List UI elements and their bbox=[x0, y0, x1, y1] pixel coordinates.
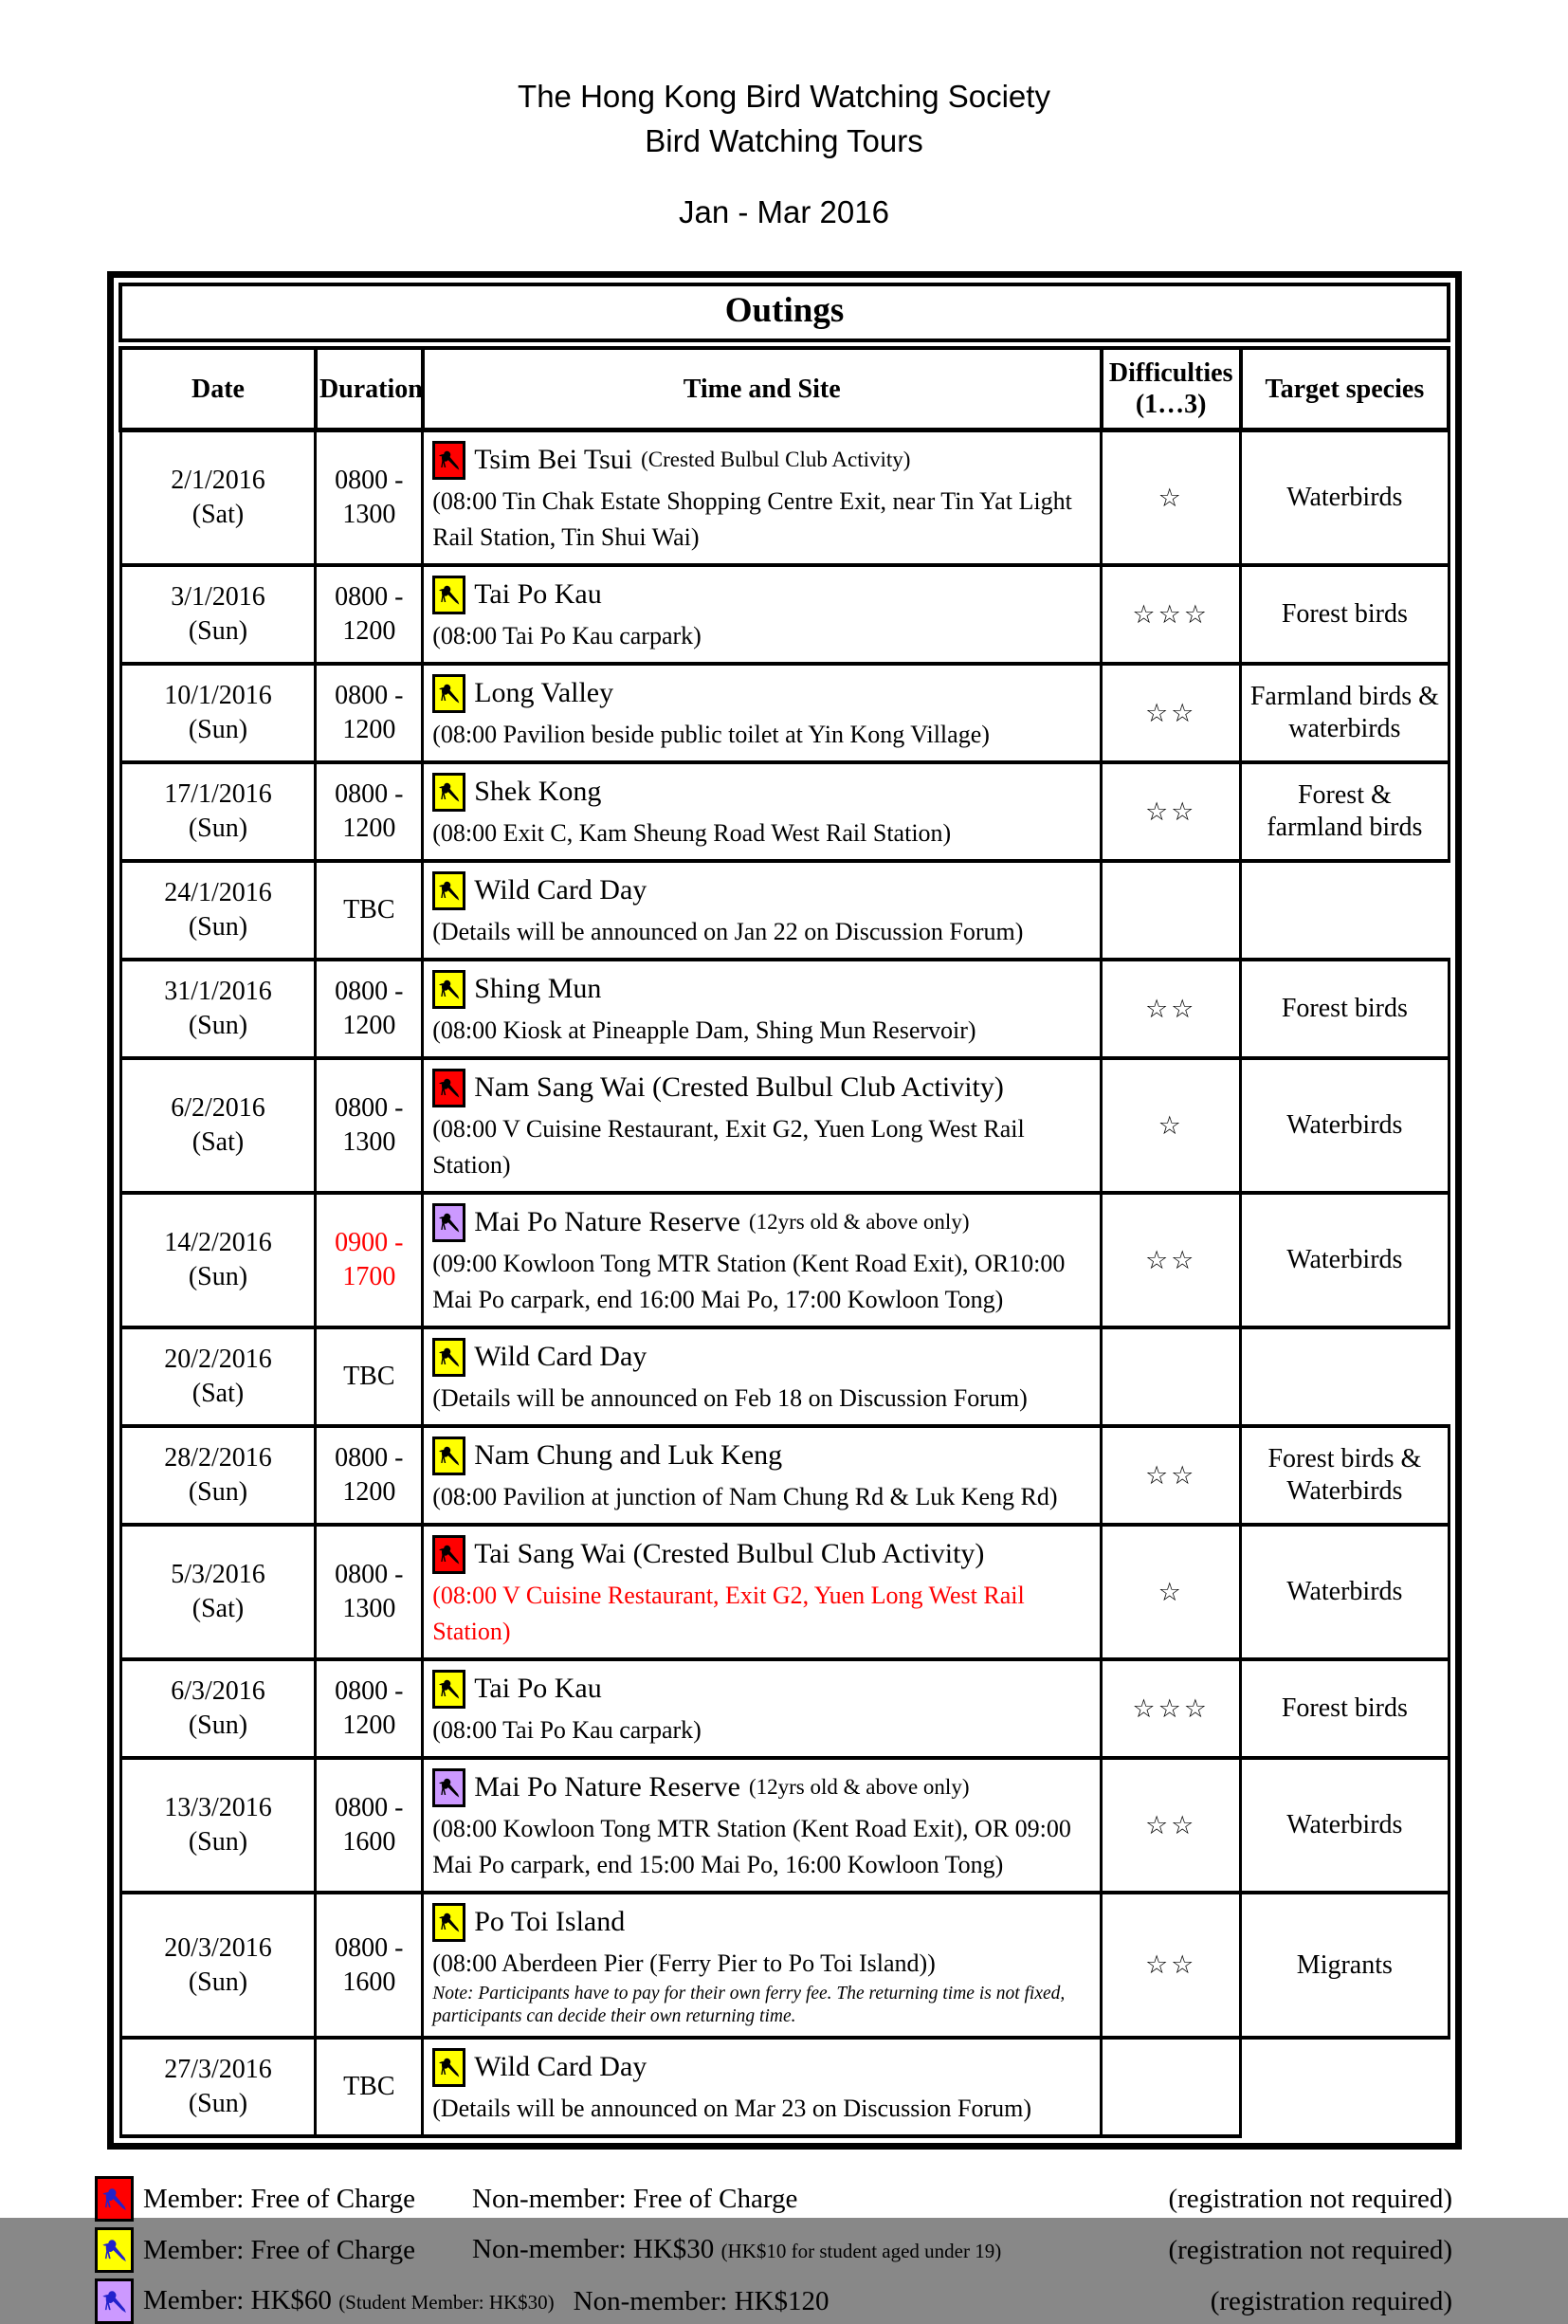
outing-date-cell bbox=[120, 861, 316, 960]
outing-meeting-detail: (08:00 Kiosk at Pineapple Dam, Shing Mun Reservoir) bbox=[432, 1016, 976, 1044]
column-header-target-species: Target species bbox=[1241, 348, 1449, 430]
bird-icon bbox=[432, 1436, 465, 1475]
outing-site-line bbox=[432, 671, 1090, 715]
outing-day: (Sun) bbox=[188, 616, 248, 646]
outing-date-cell bbox=[120, 1659, 316, 1758]
outing-duration-cell bbox=[316, 2038, 423, 2136]
outing-time-site-cell bbox=[423, 861, 1102, 960]
legend-member-fee bbox=[143, 2180, 472, 2218]
legend-member-fee-text: Member: Free of Charge bbox=[143, 2184, 415, 2214]
outing-target-species-cell: Migrants bbox=[1241, 1893, 1449, 2038]
outing-duration-cell bbox=[316, 762, 423, 861]
outing-day: (Sat) bbox=[191, 1594, 245, 1623]
outing-target-species-cell: Waterbirds bbox=[1241, 430, 1449, 566]
outing-meeting-detail: (08:00 V Cuisine Restaurant, Exit G2, Yuen Long West Rail Station) bbox=[432, 1115, 1025, 1179]
outing-site-line bbox=[432, 1335, 1090, 1379]
outing-row bbox=[120, 762, 1449, 861]
outing-time-site-cell bbox=[423, 2038, 1102, 2136]
legend-registration-note: (registration not required) bbox=[1168, 2235, 1452, 2265]
outing-site-name: Mai Po Nature Reserve bbox=[474, 1206, 740, 1237]
outing-difficulty-cell bbox=[1102, 1659, 1241, 1758]
fee-legend bbox=[95, 2176, 1452, 2324]
outing-time-site-cell bbox=[423, 1426, 1102, 1525]
outing-time-site-cell bbox=[423, 430, 1102, 566]
outing-difficulty-cell bbox=[1102, 2038, 1241, 2136]
column-header-time-site: Time and Site bbox=[423, 348, 1102, 430]
outing-duration-end: 1300 bbox=[342, 1594, 396, 1623]
outing-date-cell bbox=[120, 1327, 316, 1426]
legend-row bbox=[95, 2227, 1452, 2273]
outing-date: 13/3/2016 bbox=[164, 1793, 272, 1822]
legend-nonmember-fee-text: Non-member: HK$30 bbox=[472, 2234, 715, 2264]
legend-member-fee bbox=[143, 2281, 574, 2321]
outing-meeting-detail: (08:00 Pavilion at junction of Nam Chung Rd & Luk Keng Rd) bbox=[432, 1483, 1058, 1510]
outing-date-cell bbox=[120, 1058, 316, 1193]
outing-difficulty-cell bbox=[1102, 565, 1241, 664]
outing-date: 6/2/2016 bbox=[171, 1093, 265, 1123]
outing-row bbox=[120, 664, 1449, 762]
outing-duration-end: 1600 bbox=[342, 1967, 396, 1997]
outing-duration-end: 1200 bbox=[342, 1011, 396, 1040]
outing-difficulty-cell bbox=[1102, 1893, 1241, 2038]
bird-icon bbox=[432, 1338, 465, 1377]
outing-site-name: Tai Po Kau bbox=[474, 578, 602, 610]
outing-date: 14/2/2016 bbox=[164, 1228, 272, 1257]
column-header-duration: Duration bbox=[316, 348, 423, 430]
outing-row bbox=[120, 1327, 1449, 1426]
column-header-difficulties bbox=[1102, 348, 1241, 430]
outing-date-cell bbox=[120, 1193, 316, 1327]
outing-time-site-cell bbox=[423, 1758, 1102, 1893]
outing-site-name: Tai Po Kau bbox=[474, 1673, 602, 1704]
outing-site-line bbox=[432, 1766, 1090, 1809]
outing-meeting-detail: (08:00 Pavilion beside public toilet at Yin Kong Village) bbox=[432, 721, 990, 748]
outing-duration-end: 1200 bbox=[342, 616, 396, 646]
outing-site-line bbox=[432, 2045, 1090, 2089]
outing-date: 28/2/2016 bbox=[164, 1443, 272, 1473]
outing-meeting-detail: (Details will be announced on Mar 23 on Discussion Forum) bbox=[432, 2095, 1032, 2122]
outing-duration-cell bbox=[316, 960, 423, 1058]
bird-icon bbox=[432, 576, 465, 614]
outing-duration-end: 1200 bbox=[342, 1711, 396, 1740]
outing-difficulty-cell bbox=[1102, 664, 1241, 762]
outing-site-line bbox=[432, 770, 1090, 814]
outing-duration-cell bbox=[316, 1893, 423, 2038]
bird-icon bbox=[432, 1203, 465, 1242]
outing-site-line bbox=[432, 1900, 1090, 1944]
outing-duration-cell bbox=[316, 1525, 423, 1659]
outing-row bbox=[120, 1893, 1449, 2038]
outing-day: (Sun) bbox=[188, 912, 248, 942]
outing-time-site-cell bbox=[423, 762, 1102, 861]
outing-row bbox=[120, 1525, 1449, 1659]
legend-row bbox=[95, 2278, 1452, 2324]
bird-icon bbox=[432, 1069, 465, 1107]
bird-icon bbox=[432, 970, 465, 1009]
outing-day: (Sun) bbox=[188, 1477, 248, 1507]
outing-date: 17/1/2016 bbox=[164, 779, 272, 809]
outing-date-cell bbox=[120, 664, 316, 762]
document-period: Jan - Mar 2016 bbox=[679, 194, 889, 229]
outing-row bbox=[120, 960, 1449, 1058]
bird-icon bbox=[95, 2227, 134, 2273]
outing-date: 20/3/2016 bbox=[164, 1932, 272, 1963]
outing-duration-cell bbox=[316, 664, 423, 762]
legend-row bbox=[95, 2176, 1452, 2222]
outing-date-cell bbox=[120, 960, 316, 1058]
outing-day: (Sat) bbox=[191, 1379, 245, 1408]
outing-meeting-detail: (08:00 Tai Po Kau carpark) bbox=[432, 622, 702, 650]
outing-date-cell bbox=[120, 565, 316, 664]
outing-site-line bbox=[432, 573, 1090, 616]
outing-meeting-detail: (Details will be announced on Jan 22 on Discussion Forum) bbox=[432, 918, 1024, 945]
outing-site-name: Nam Chung and Luk Keng bbox=[474, 1439, 783, 1471]
outing-date-cell bbox=[120, 1893, 316, 2038]
outing-site-line bbox=[432, 869, 1090, 912]
outing-difficulty-cell bbox=[1102, 960, 1241, 1058]
outing-day: (Sun) bbox=[188, 1262, 248, 1291]
outing-meeting-detail: (08:00 Aberdeen Pier (Ferry Pier to Po Toi Island)) bbox=[432, 1949, 936, 1977]
outing-duration-start: 0900 - bbox=[335, 1228, 404, 1257]
outing-site-line bbox=[432, 1066, 1090, 1109]
difficulty-stars: ☆☆☆ bbox=[1132, 1693, 1210, 1723]
outing-difficulty-cell bbox=[1102, 430, 1241, 566]
legend-member-fee bbox=[143, 2231, 472, 2269]
outing-site-name: Wild Card Day bbox=[474, 2051, 647, 2082]
outing-meeting-detail: (08:00 Exit C, Kam Sheung Road West Rail Station) bbox=[432, 819, 952, 847]
outing-date: 2/1/2016 bbox=[171, 466, 265, 495]
difficulty-stars: ☆ bbox=[1158, 1110, 1184, 1140]
bird-icon bbox=[95, 2176, 134, 2222]
bird-icon bbox=[432, 2048, 465, 2087]
legend-registration-note: (registration not required) bbox=[1168, 2184, 1452, 2214]
outing-duration-start: 0800 - bbox=[335, 681, 404, 710]
outing-date: 5/3/2016 bbox=[171, 1560, 265, 1589]
bird-icon bbox=[432, 1768, 465, 1807]
outing-time-site-cell bbox=[423, 664, 1102, 762]
outing-difficulty-cell bbox=[1102, 1525, 1241, 1659]
outing-duration-cell bbox=[316, 861, 423, 960]
outing-date: 24/1/2016 bbox=[164, 878, 272, 907]
outing-row bbox=[120, 1659, 1449, 1758]
outing-site-name: Mai Po Nature Reserve bbox=[474, 1771, 740, 1802]
outing-date: 10/1/2016 bbox=[164, 681, 272, 710]
outing-time-site-cell bbox=[423, 1058, 1102, 1193]
difficulty-stars: ☆☆ bbox=[1144, 1460, 1197, 1490]
legend-member-fee-note: (Student Member: HK$30) bbox=[338, 2291, 555, 2314]
outing-site-line bbox=[432, 1532, 1090, 1576]
outing-duration-start: 0800 - bbox=[335, 582, 404, 612]
outing-target-species-cell: Forest & farmland birds bbox=[1241, 762, 1449, 861]
outing-site-name: Shek Kong bbox=[474, 776, 602, 807]
outing-row bbox=[120, 861, 1449, 960]
legend-nonmember-fee bbox=[472, 2230, 1001, 2270]
outing-date-cell bbox=[120, 1426, 316, 1525]
outing-duration-cell bbox=[316, 1058, 423, 1193]
bird-icon bbox=[432, 871, 465, 910]
outing-row bbox=[120, 1058, 1449, 1193]
outing-day: (Sat) bbox=[191, 500, 245, 529]
bird-icon bbox=[432, 773, 465, 812]
outing-duration-end: 1300 bbox=[342, 1127, 396, 1157]
difficulty-stars: ☆☆ bbox=[1144, 1950, 1197, 1979]
outing-date: 27/3/2016 bbox=[164, 2055, 272, 2084]
outing-site-name: Tsim Bei Tsui bbox=[474, 444, 633, 475]
document-header bbox=[0, 0, 1568, 231]
outing-date: 31/1/2016 bbox=[164, 977, 272, 1006]
legend-registration-note: (registration required) bbox=[1210, 2286, 1452, 2316]
outing-duration-start: TBC bbox=[343, 895, 395, 924]
outing-site-qualifier: (12yrs old & above only) bbox=[748, 1775, 970, 1799]
outing-duration-start: 0800 - bbox=[335, 1560, 404, 1589]
outing-difficulty-cell bbox=[1102, 1058, 1241, 1193]
difficulty-stars: ☆☆ bbox=[1144, 698, 1197, 727]
outing-duration-start: TBC bbox=[343, 1362, 395, 1391]
outing-site-name: Wild Card Day bbox=[474, 874, 647, 906]
outing-date: 6/3/2016 bbox=[171, 1676, 265, 1706]
outings-table bbox=[119, 346, 1450, 2138]
outing-duration-cell bbox=[316, 430, 423, 566]
outing-duration-start: 0800 - bbox=[335, 1793, 404, 1822]
bird-icon bbox=[95, 2278, 134, 2324]
outing-duration-start: 0800 - bbox=[335, 466, 404, 495]
outing-difficulty-cell bbox=[1102, 1758, 1241, 1893]
outing-site-name: Po Toi Island bbox=[474, 1906, 626, 1937]
outing-site-name: Wild Card Day bbox=[474, 1341, 647, 1372]
outing-duration-cell bbox=[316, 565, 423, 664]
outing-duration-start: 0800 - bbox=[335, 977, 404, 1006]
bird-icon bbox=[432, 674, 465, 713]
outing-meeting-detail: (09:00 Kowloon Tong MTR Station (Kent Road Exit), OR10:00 Mai Po carpark, end 16:00 Mai Po, 17:00 Kowloon Tong) bbox=[432, 1250, 1066, 1313]
outing-time-site-cell bbox=[423, 1525, 1102, 1659]
difficulty-stars: ☆ bbox=[1158, 483, 1184, 512]
outing-day: (Sat) bbox=[191, 1127, 245, 1157]
table-title: Outings bbox=[119, 283, 1450, 342]
column-header-difficulties-label: Difficulties bbox=[1108, 358, 1233, 388]
difficulty-stars: ☆☆ bbox=[1144, 1810, 1197, 1839]
outing-target-species-cell: Waterbirds bbox=[1241, 1525, 1449, 1659]
outing-meeting-detail: (08:00 Tin Chak Estate Shopping Centre Exit, near Tin Yat Light Rail Station, Tin Shui Wai) bbox=[432, 487, 1072, 551]
outing-duration-cell bbox=[316, 1758, 423, 1893]
outing-site-line bbox=[432, 967, 1090, 1011]
outing-row bbox=[120, 2038, 1449, 2136]
outing-duration-end: 1200 bbox=[342, 814, 396, 843]
outing-difficulty-cell bbox=[1102, 1327, 1241, 1426]
difficulty-stars: ☆☆ bbox=[1144, 994, 1197, 1023]
outing-row bbox=[120, 430, 1449, 566]
outing-duration-cell bbox=[316, 1327, 423, 1426]
outing-date-cell bbox=[120, 1525, 316, 1659]
legend-nonmember-fee bbox=[574, 2282, 830, 2320]
outing-day: (Sun) bbox=[188, 814, 248, 843]
outing-site-line bbox=[432, 1434, 1090, 1477]
outing-target-species-cell: Waterbirds bbox=[1241, 1758, 1449, 1893]
bird-icon bbox=[432, 1535, 465, 1574]
outing-duration-start: 0800 - bbox=[335, 1932, 404, 1963]
outing-target-species-cell: Forest birds bbox=[1241, 565, 1449, 664]
legend-nonmember-fee bbox=[472, 2180, 797, 2218]
outing-date-cell bbox=[120, 762, 316, 861]
outing-duration-cell bbox=[316, 1193, 423, 1327]
outing-time-site-cell bbox=[423, 1327, 1102, 1426]
outing-target-species-cell: Forest birds & Waterbirds bbox=[1241, 1426, 1449, 1525]
document-title-line1: The Hong Kong Bird Watching Society bbox=[518, 79, 1050, 114]
outing-date: 3/1/2016 bbox=[171, 582, 265, 612]
outing-row bbox=[120, 1758, 1449, 1893]
outing-duration-start: 0800 - bbox=[335, 1443, 404, 1473]
bird-icon bbox=[432, 1903, 465, 1942]
legend-member-fee-text: Member: Free of Charge bbox=[143, 2235, 415, 2265]
outing-difficulty-cell bbox=[1102, 762, 1241, 861]
outing-day: (Sun) bbox=[188, 1711, 248, 1740]
column-header-date: Date bbox=[120, 348, 316, 430]
outing-site-name: Shing Mun bbox=[474, 973, 602, 1004]
outing-site-line bbox=[432, 1200, 1090, 1244]
outing-site-qualifier: (Crested Bulbul Club Activity) bbox=[641, 448, 911, 471]
outing-row bbox=[120, 1193, 1449, 1327]
outing-target-species-cell: Forest birds bbox=[1241, 1659, 1449, 1758]
outing-difficulty-cell bbox=[1102, 1426, 1241, 1525]
outing-day: (Sun) bbox=[188, 2089, 248, 2118]
outing-meeting-detail: (08:00 V Cuisine Restaurant, Exit G2, Yuen Long West Rail Station) bbox=[432, 1582, 1025, 1645]
outing-row bbox=[120, 1426, 1449, 1525]
outing-day: (Sun) bbox=[188, 1827, 248, 1857]
outing-duration-end: 1600 bbox=[342, 1827, 396, 1857]
outing-site-qualifier: (12yrs old & above only) bbox=[748, 1210, 970, 1234]
legend-nonmember-fee-text: Non-member: Free of Charge bbox=[472, 2184, 798, 2214]
legend-nonmember-fee-note: (HK$10 for student aged under 19) bbox=[720, 2240, 1002, 2262]
outing-duration-end: 1200 bbox=[342, 715, 396, 744]
outing-date-cell bbox=[120, 430, 316, 566]
document-title-line2: Bird Watching Tours bbox=[645, 123, 923, 158]
outing-day: (Sun) bbox=[188, 715, 248, 744]
outing-target-species-cell: Waterbirds bbox=[1241, 1058, 1449, 1193]
outing-meeting-detail: (08:00 Tai Po Kau carpark) bbox=[432, 1716, 702, 1744]
outing-site-name: Tai Sang Wai (Crested Bulbul Club Activity) bbox=[474, 1538, 985, 1569]
outing-duration-start: TBC bbox=[343, 2072, 395, 2101]
outing-target-species-cell: Forest birds bbox=[1241, 960, 1449, 1058]
outing-meeting-detail: (Details will be announced on Feb 18 on Discussion Forum) bbox=[432, 1384, 1028, 1412]
outing-duration-end: 1300 bbox=[342, 500, 396, 529]
outings-table-container bbox=[107, 271, 1462, 2150]
outing-time-site-cell bbox=[423, 565, 1102, 664]
outing-date-cell bbox=[120, 2038, 316, 2136]
outing-day: (Sun) bbox=[188, 1011, 248, 1040]
outing-difficulty-cell bbox=[1102, 1193, 1241, 1327]
difficulty-stars: ☆ bbox=[1158, 1577, 1184, 1606]
outing-site-line bbox=[432, 1667, 1090, 1711]
outing-site-name: Nam Sang Wai (Crested Bulbul Club Activity) bbox=[474, 1071, 1004, 1103]
legend-nonmember-fee-text: Non-member: HK$120 bbox=[573, 2286, 830, 2316]
outing-site-name: Long Valley bbox=[474, 677, 614, 708]
outing-duration-end: 1200 bbox=[342, 1477, 396, 1507]
legend-member-fee-text: Member: HK$60 bbox=[143, 2285, 332, 2315]
column-header-difficulties-scale: (1…3) bbox=[1135, 390, 1207, 419]
bird-icon bbox=[432, 441, 465, 480]
table-header-row bbox=[120, 348, 1449, 430]
outing-duration-end: 1700 bbox=[342, 1262, 396, 1291]
difficulty-stars: ☆☆☆ bbox=[1132, 599, 1210, 629]
outing-duration-start: 0800 - bbox=[335, 1093, 404, 1123]
difficulty-stars: ☆☆ bbox=[1144, 1245, 1197, 1274]
outing-date: 20/2/2016 bbox=[164, 1345, 272, 1374]
outing-row bbox=[120, 565, 1449, 664]
outing-time-site-cell bbox=[423, 1193, 1102, 1327]
outing-duration-cell bbox=[316, 1659, 423, 1758]
difficulty-stars: ☆☆ bbox=[1144, 796, 1197, 826]
outing-meeting-detail: (08:00 Kowloon Tong MTR Station (Kent Road Exit), OR 09:00 Mai Po carpark, end 15:00 Mai Po, 16:00 Kowloon Tong) bbox=[432, 1815, 1071, 1878]
outing-target-species-cell: Farmland birds & waterbirds bbox=[1241, 664, 1449, 762]
outing-day: (Sun) bbox=[188, 1967, 248, 1997]
outing-duration-cell bbox=[316, 1426, 423, 1525]
outing-difficulty-cell bbox=[1102, 861, 1241, 960]
outing-duration-start: 0800 - bbox=[335, 779, 404, 809]
outing-site-line bbox=[432, 438, 1090, 482]
outing-time-site-cell bbox=[423, 1893, 1102, 2038]
outings-table-body bbox=[120, 430, 1449, 2137]
outing-duration-start: 0800 - bbox=[335, 1676, 404, 1706]
outing-target-species-cell: Waterbirds bbox=[1241, 1193, 1449, 1327]
outing-date-cell bbox=[120, 1758, 316, 1893]
outing-time-site-cell bbox=[423, 1659, 1102, 1758]
bird-icon bbox=[432, 1670, 465, 1709]
outing-note: Note: Participants have to pay for their own ferry fee. The returning time is not fixed, participants can decide their own returning time. bbox=[432, 1984, 1066, 2026]
outing-time-site-cell bbox=[423, 960, 1102, 1058]
